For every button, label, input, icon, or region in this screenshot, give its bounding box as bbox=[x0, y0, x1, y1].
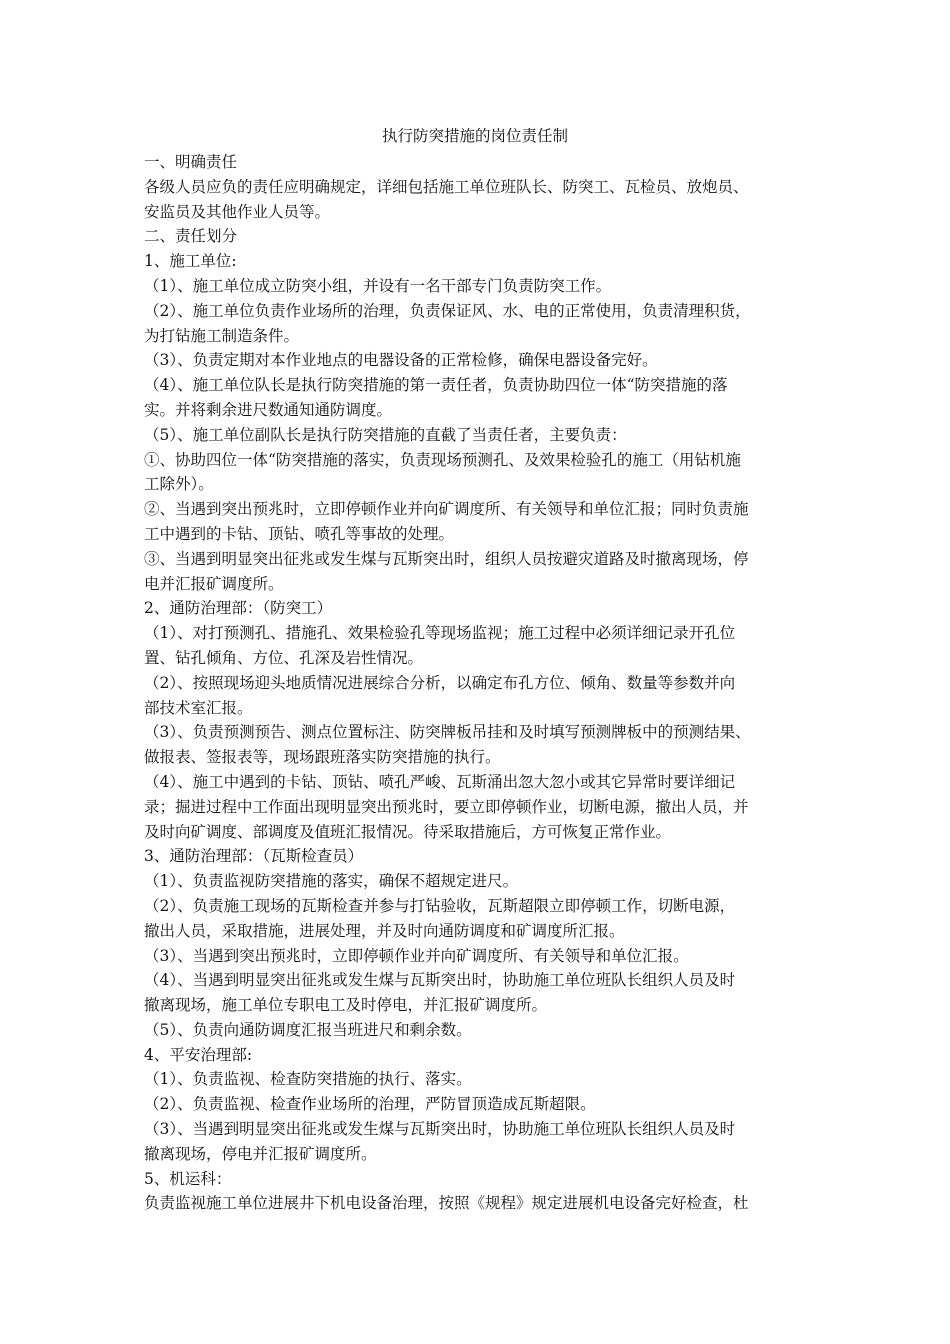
text-line: （4）、当遇到明显突出征兆或发生煤与瓦斯突出时，协助施工单位班队长组织人员及时 bbox=[144, 971, 736, 990]
text-line: 各级人员应负的责任应明确规定，详细包括施工单位班队长、防突工、瓦检员、放炮员、 bbox=[144, 177, 749, 196]
text-line: （4）、施工单位队长是执行防突措施的第一责任者，负责协助四位一体“防突措施的落 bbox=[144, 376, 728, 395]
text-line: 二、责任划分 bbox=[144, 227, 238, 246]
text-line: 一、明确责任 bbox=[144, 153, 238, 171]
text-line: 部技术室汇报。 bbox=[144, 698, 253, 717]
text-line: 工中遇到的卡钻、顶钻、喷孔等事故的处理。 bbox=[144, 524, 455, 543]
text-line: 2、通防治理部：（防突工） bbox=[144, 599, 333, 618]
text-line: 撤离现场，施工单位专职电工及时停电，并汇报矿调度所。 bbox=[144, 996, 548, 1015]
text-line: 负责监视施工单位进展井下机电设备治理，按照《规程》规定进展机电设备完好检查，杜 bbox=[144, 1194, 749, 1213]
text-line: （3）、当遇到突出预兆时，立即停顿作业并向矿调度所、有关领导和单位汇报。 bbox=[144, 946, 689, 965]
text-line: （2）、负责施工现场的瓦斯检查并参与打钻验收，瓦斯超限立即停顿工作，切断电源， bbox=[144, 896, 736, 915]
text-line: 电并汇报矿调度所。 bbox=[144, 574, 284, 593]
text-line: （1）、对打预测孔、措施孔、效果检验孔等现场监视；施工过程中必须详细记录开孔位 bbox=[144, 624, 736, 643]
text-line: （3）、负责预测预告、测点位置标注、防突牌板吊挂和及时填写预测牌板中的预测结果、 bbox=[144, 723, 751, 742]
text-line: 工除外）。 bbox=[144, 475, 214, 494]
text-line: 做报表、签报表等，现场跟班落实防突措施的执行。 bbox=[144, 748, 501, 767]
text-line: 1、施工单位: bbox=[144, 252, 237, 271]
text-line: （3）、负责定期对本作业地点的电器设备的正常检修，确保电器设备完好。 bbox=[144, 351, 658, 370]
text-line: 4、平安治理部: bbox=[144, 1045, 253, 1064]
text-line: 撤离现场，停电并汇报矿调度所。 bbox=[144, 1144, 377, 1163]
text-line: 撤出人员，采取措施，进展处理，并及时向通防调度和矿调度所汇报。 bbox=[144, 921, 625, 940]
text-line: （2）、施工单位负责作业场所的治理，负责保证风、水、电的正常使用，负责清理积货， bbox=[144, 301, 751, 320]
text-line: （2）、负责监视、检查作业场所的治理，严防冒顶造成瓦斯超限。 bbox=[144, 1095, 596, 1114]
text-line: 安监员及其他作业人员等。 bbox=[144, 202, 331, 221]
text-line: （4）、施工中遇到的卡钻、顶钻、喷孔严峻、瓦斯涌出忽大忽小或其它异常时要详细记 bbox=[144, 772, 736, 791]
document-body bbox=[144, 150, 824, 1216]
text-line: 及时向矿调度、部调度及值班汇报情况。待采取措施后，方可恢复正常作业。 bbox=[144, 822, 672, 841]
text-line: （2）、按照现场迎头地质情况进展综合分析，以确定布孔方位、倾角、数量等参数并向 bbox=[144, 673, 736, 692]
text-line: ①、协助四位一体“防突措施的落实，负责现场预测孔、及效果检验孔的施工（用钻机施 bbox=[144, 450, 741, 469]
text-line: （1）、施工单位成立防突小组，并设有一名干部专门负责防突工作。 bbox=[144, 276, 612, 295]
text-line: （5）、负责向通防调度汇报当班进尺和剩余数。 bbox=[144, 1020, 472, 1039]
text-line: 5、机运科： bbox=[144, 1169, 232, 1188]
text-line: ②、当遇到突出预兆时，立即停顿作业并向矿调度所、有关领导和单位汇报；同时负责施 bbox=[144, 500, 749, 519]
document-title: 执行防突措施的岗位责任制 bbox=[381, 127, 568, 145]
text-line: 3、通防治理部：（瓦斯检查员） bbox=[144, 847, 364, 866]
text-line: 为打钻施工制造条件。 bbox=[144, 326, 300, 345]
text-line: （1）、负责监视、检查防突措施的执行、落实。 bbox=[144, 1070, 472, 1089]
text-line: （1）、负责监视防突措施的落实，确保不超规定进尺。 bbox=[144, 872, 519, 891]
text-line: （3）、当遇到明显突出征兆或发生煤与瓦斯突出时，协助施工单位班队长组织人员及时 bbox=[144, 1120, 736, 1139]
text-line: ③、当遇到明显突出征兆或发生煤与瓦斯突出时，组织人员按避灾道路及时撤离现场，停 bbox=[144, 549, 749, 568]
text-line: 实。并将剩余进尺数通知通防调度。 bbox=[144, 400, 393, 419]
text-line: 置、钻孔倾角、方位、孔深及岩性情况。 bbox=[144, 648, 424, 667]
text-line: 录；掘进过程中工作面出现明显突出预兆时，要立即停顿作业，切断电源，撤出人员，并 bbox=[144, 797, 749, 816]
text-line: （5）、施工单位副队长是执行防突措施的直截了当责任者，主要负责： bbox=[144, 425, 627, 444]
